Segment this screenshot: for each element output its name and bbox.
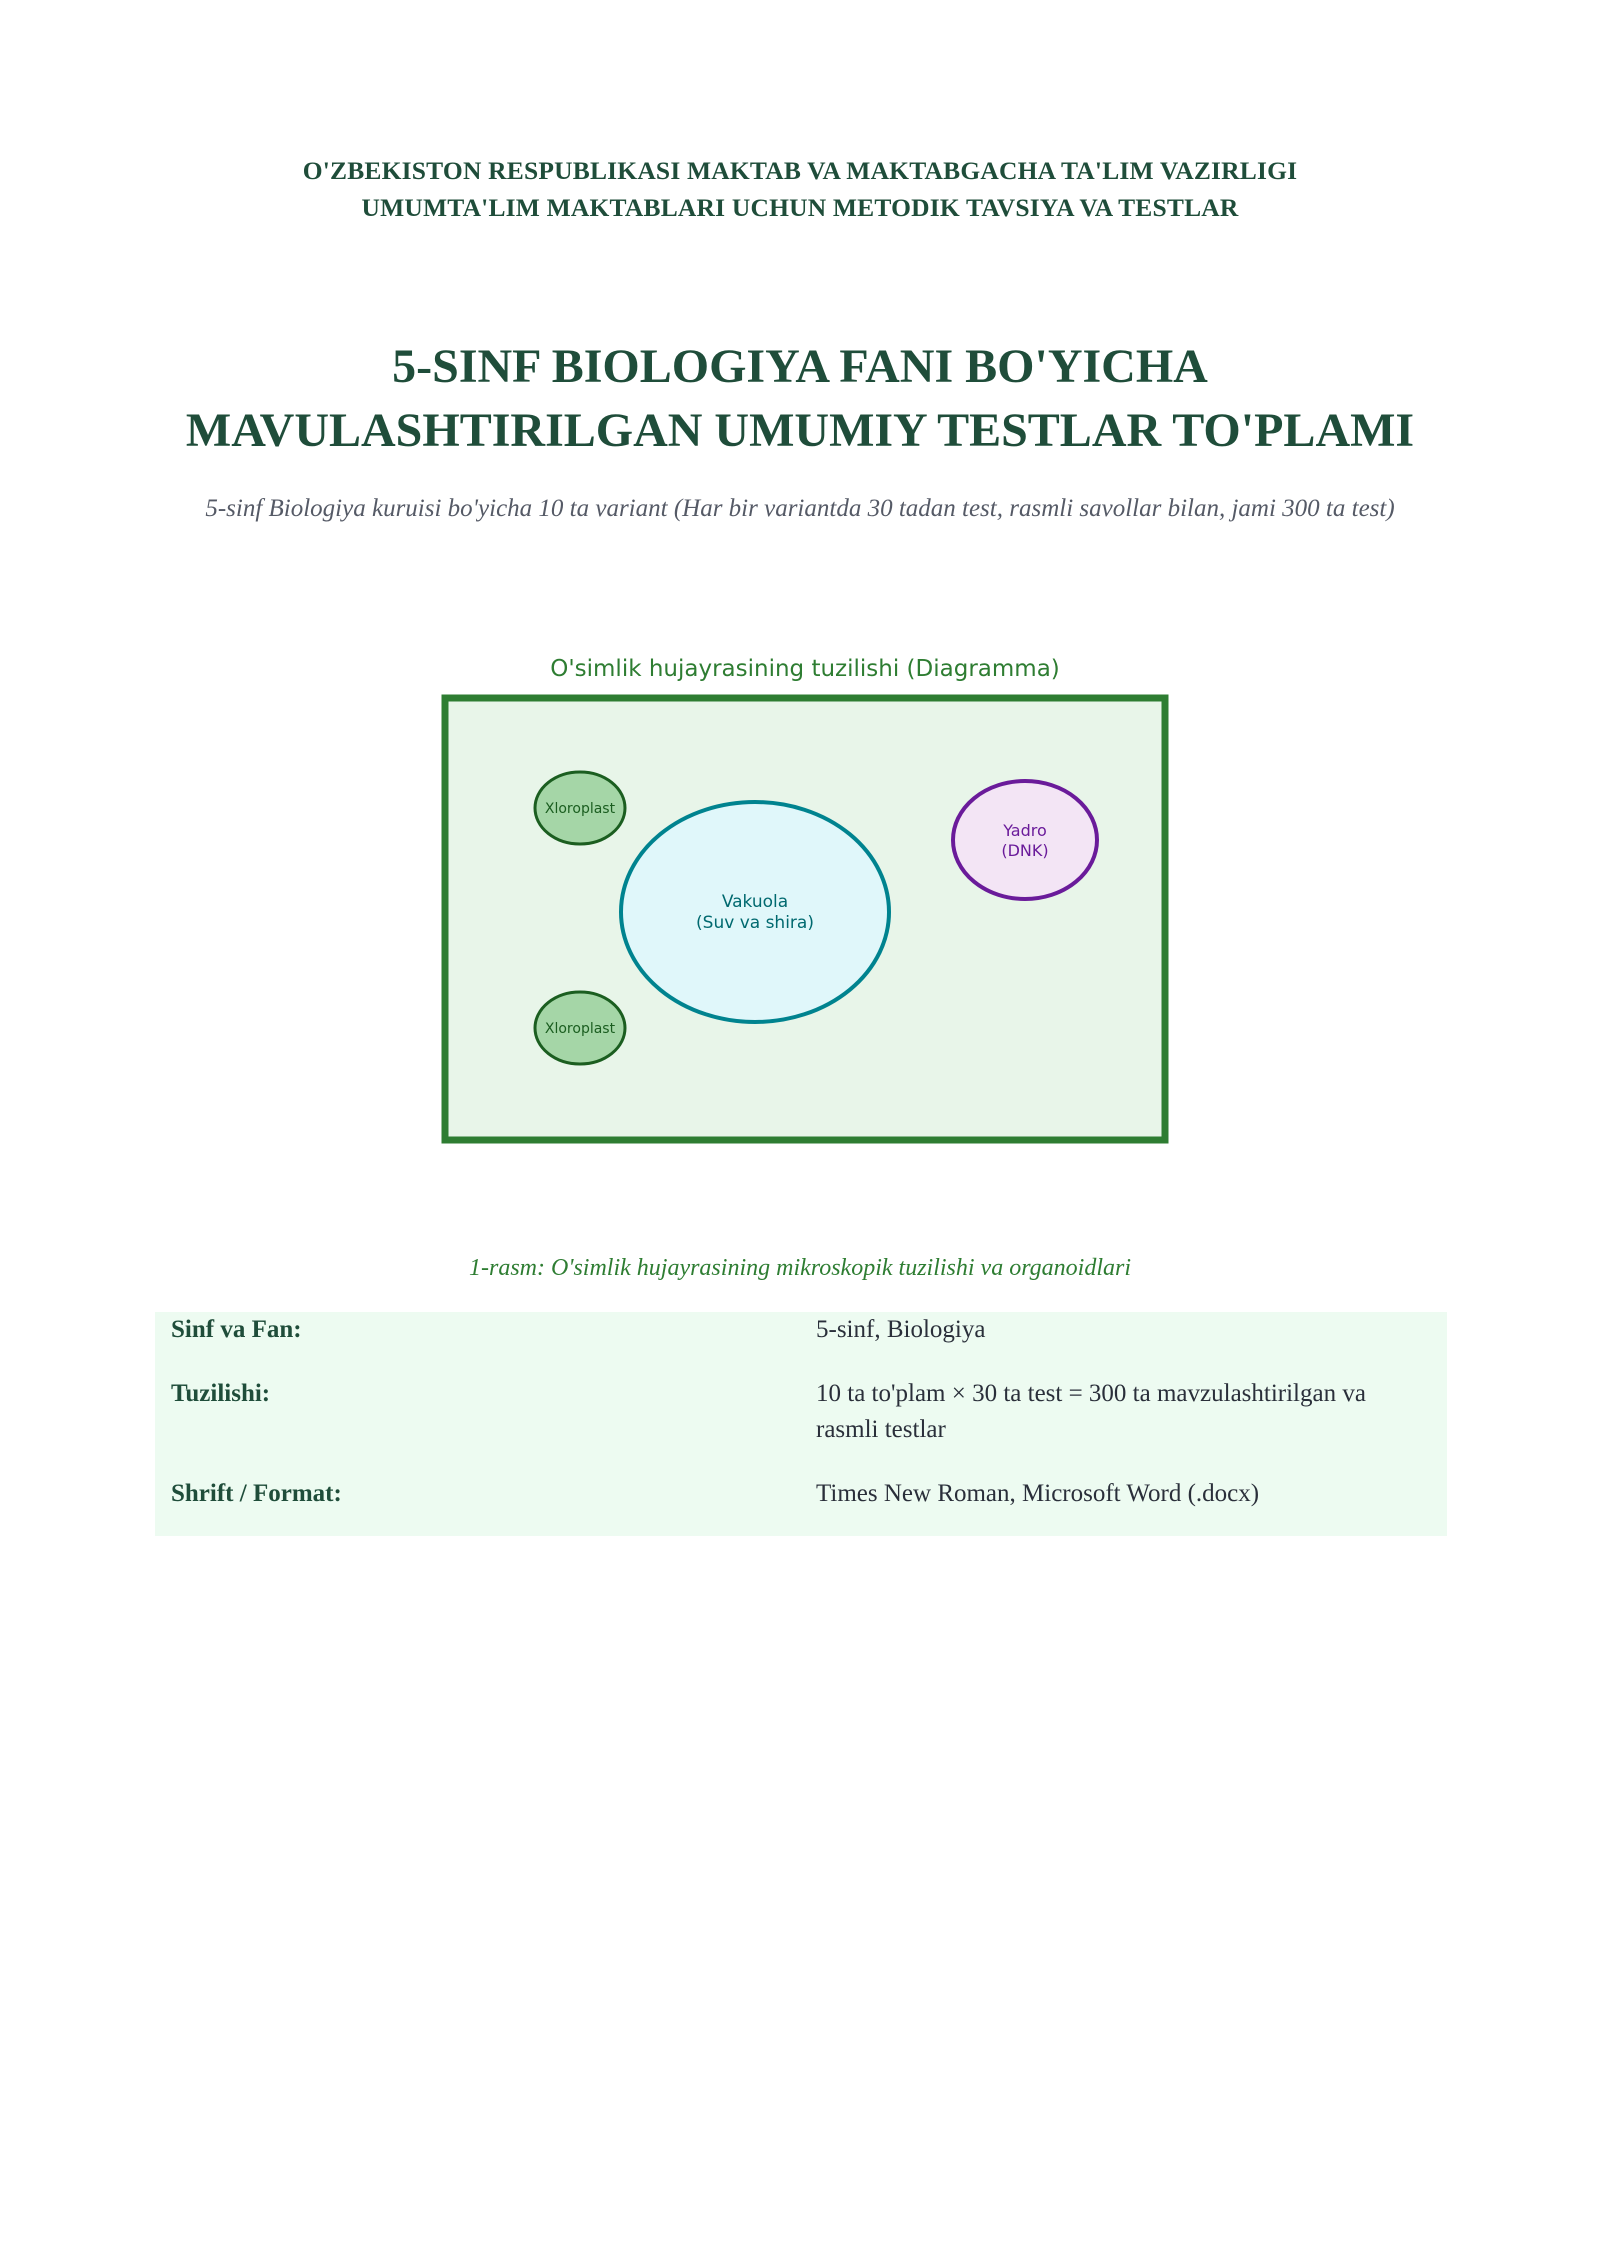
main-title-line-2: MAVULASHTIRILGAN UMUMIY TESTLAR TO'PLAMI (185, 404, 1415, 457)
diagram-title: O'simlik hujayrasining tuzilishi (Diagramma) (550, 656, 1060, 682)
ministry-header (100, 152, 1500, 226)
info-row (155, 1476, 1447, 1536)
info-value: Times New Roman, Microsoft Word (.docx) (816, 1480, 1260, 1507)
vacuole-label-1: Vakuola (721, 892, 789, 912)
figure-caption: 1-rasm: O'simlik hujayrasining mikroskopik tuzilishi va organoidlari (468, 1255, 1131, 1281)
chloroplast-bottom (535, 992, 625, 1064)
info-value: 10 ta to'plam × 30 ta test = 300 ta mavzulashtirilgan va rasmli testlar (816, 1380, 1366, 1443)
info-row (155, 1376, 1447, 1476)
vacuole (621, 802, 889, 1022)
chloroplast-bottom-label: Xloroplast (544, 1021, 616, 1037)
ministry-line-1: O'ZBEKISTON RESPUBLIKASI MAKTAB VA MAKTABGACHA TA'LIM VAZIRLIGI (302, 156, 1298, 185)
info-row (155, 1312, 1447, 1376)
vacuole-label-2: (Suv va shira) (696, 913, 814, 933)
info-key: Sinf va Fan: (171, 1316, 302, 1343)
nucleus-shape (953, 781, 1097, 899)
info-key: Tuzilishi: (171, 1380, 271, 1407)
info-value: 5-sinf, Biologiya (816, 1316, 986, 1343)
plant-cell-diagram (430, 650, 1180, 1150)
vacuole-shape (621, 802, 889, 1022)
chloroplast-top-label: Xloroplast (544, 801, 616, 817)
main-title-line-1: 5-SINF BIOLOGIYA FANI BO'YICHA (392, 340, 1208, 393)
nucleus (953, 781, 1097, 899)
info-table (155, 1312, 1447, 1536)
info-key: Shrift / Format: (171, 1480, 342, 1507)
main-title (100, 335, 1500, 463)
nucleus-label-2: (DNK) (1001, 841, 1049, 860)
subtitle: 5-sinf Biologiya kuruisi bo'yicha 10 ta variant (Har bir variantda 30 tadan test, rasmli savollar bilan, jami 300 ta test) (205, 495, 1395, 522)
chloroplast-top (535, 772, 625, 844)
ministry-line-2: UMUMTA'LIM MAKTABLARI UCHUN METODIK TAVSIYA VA TESTLAR (361, 193, 1239, 222)
nucleus-label-1: Yadro (1003, 821, 1047, 840)
